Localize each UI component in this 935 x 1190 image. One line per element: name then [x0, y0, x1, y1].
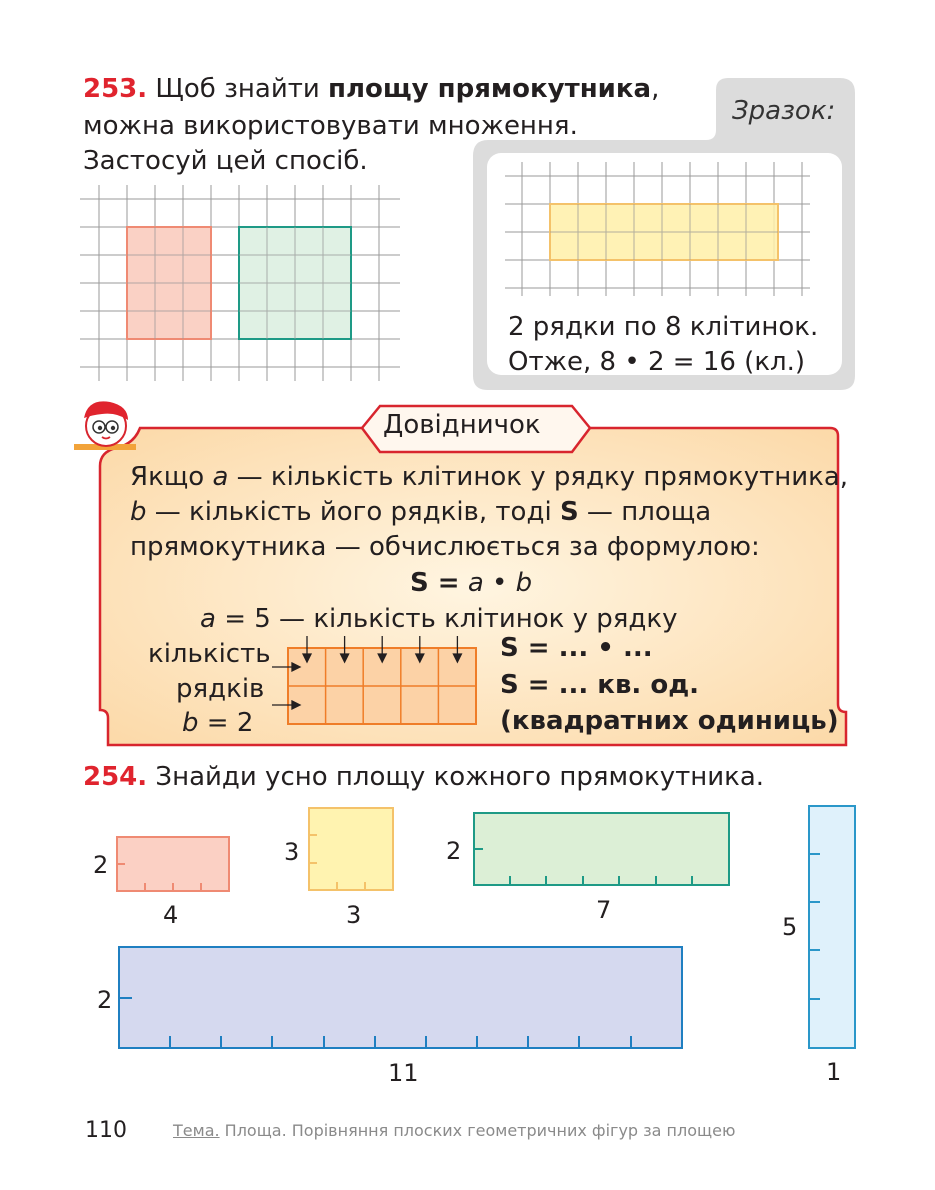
rect5-width: 11	[388, 1059, 419, 1087]
reference-p3: прямокутника — обчислюється за формулою:	[130, 532, 760, 562]
text: Знайди усно площу кожного прямокутника.	[155, 762, 765, 792]
equation-2: S = ... кв. од.	[500, 670, 700, 700]
exercise-number: 253.	[83, 74, 148, 104]
text: ,	[651, 74, 660, 104]
ex254-line	[83, 760, 764, 794]
rect2-height: 3	[284, 838, 300, 866]
formula-rhs: a • b	[467, 568, 533, 598]
bold-text: площу прямокутника	[328, 74, 652, 104]
page-number: 110	[85, 1118, 127, 1143]
mascot-icon	[72, 396, 144, 458]
rect-2x11	[116, 944, 686, 1050]
rect3-height: 2	[446, 837, 462, 865]
formula-S: S =	[410, 568, 460, 598]
var-a: a	[212, 462, 229, 492]
text: Щоб знайти	[155, 74, 329, 104]
rect-2x4	[114, 834, 234, 894]
exercise-number: 254.	[83, 762, 148, 792]
footer-topic	[173, 1121, 735, 1140]
sample-label: Зразок:	[732, 96, 836, 126]
sample-line2: Отже, 8 • 2 = 16 (кл.)	[508, 347, 806, 377]
text: = 2	[198, 708, 254, 738]
topic-label: Тема.	[173, 1121, 220, 1140]
rect-5x1	[806, 803, 858, 1049]
formula	[410, 566, 532, 600]
rect1-width: 4	[163, 901, 179, 929]
var-b: b	[130, 497, 147, 527]
reference-title: Довідничок	[383, 410, 541, 440]
rect4-width: 1	[826, 1058, 842, 1086]
equation-3: (квадратних одиниць)	[500, 706, 839, 736]
sample-grid	[505, 158, 815, 298]
b-definition	[182, 706, 253, 740]
rows-label-2: рядків	[176, 674, 265, 704]
rect3-width: 7	[596, 896, 612, 924]
sample-line1: 2 рядки по 8 клітинок.	[508, 312, 819, 342]
ex253-grid	[80, 185, 410, 385]
ex253-line3: Застосуй цей спосіб.	[83, 146, 368, 176]
rect-3x3	[306, 805, 396, 891]
text: — кількість клітинок у рядку прямокутника,	[228, 462, 849, 492]
equation-1: S = ... • ...	[500, 633, 653, 663]
var-b: b	[182, 708, 199, 738]
ex253-line2: можна використовувати множення.	[83, 111, 578, 141]
text: = 5 — кількість клітинок у рядку	[215, 604, 678, 634]
reference-p2	[130, 495, 711, 529]
cells-diagram	[270, 632, 490, 742]
var-S: S	[559, 497, 579, 527]
rect1-height: 2	[93, 851, 109, 879]
rect-2x7	[471, 810, 731, 888]
rect2-width: 3	[346, 901, 362, 929]
text: — площа	[578, 497, 712, 527]
topic-text: Площа. Порівняння плоских геометричних фігур за площею	[219, 1121, 736, 1140]
var-a: a	[200, 604, 216, 634]
rect5-height: 2	[97, 986, 113, 1014]
rect4-height: 5	[782, 913, 798, 941]
rows-label-1: кількість	[148, 639, 271, 669]
text: Якщо	[130, 462, 213, 492]
text: — кількість його рядків, тоді	[146, 497, 560, 527]
reference-p1	[130, 460, 848, 494]
